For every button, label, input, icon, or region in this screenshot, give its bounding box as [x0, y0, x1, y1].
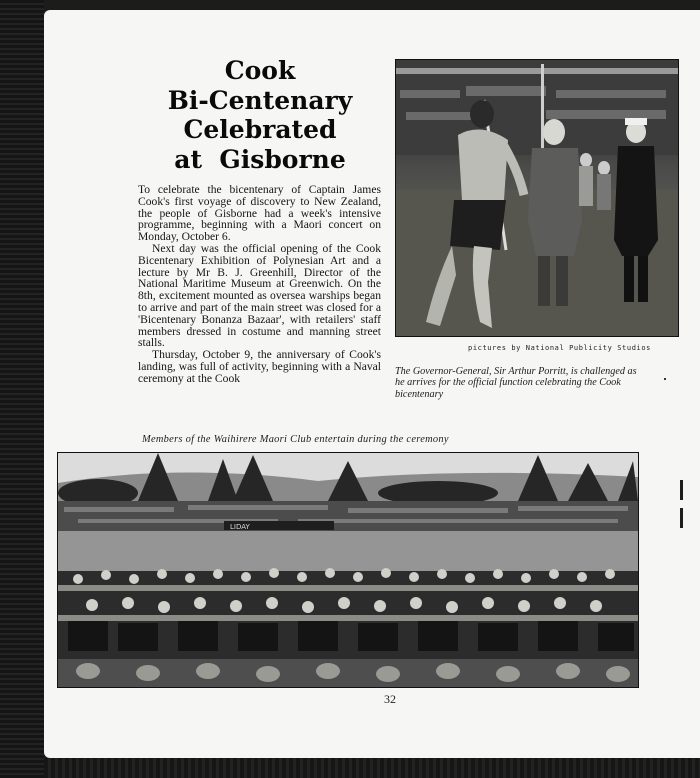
binding-mark: [680, 480, 683, 500]
title-line-3: Celebrated: [183, 115, 337, 144]
page-number: 32: [384, 692, 396, 706]
stadium-sign: LIDAY: [230, 523, 250, 531]
title-line-4: at Gisborne: [174, 144, 346, 174]
title-line-2: Bi-Centenary: [167, 85, 353, 115]
challenge-photo-caption: The Governor-General, Sir Arthur Porritt, is challenged as he arrives for the official function celebrating the Cook bicentenary: [395, 366, 637, 400]
paragraph-1: To celebrate the bicentenary of Captain James Cook's first voyage of discovery to New Zealand, the people of Gisborne had a week's intensive programme, beginning with a Maori concert on Monday, October 6.: [138, 183, 381, 244]
scan-left-edge: [0, 0, 44, 778]
challenge-photo-illustration: [396, 60, 678, 336]
paragraph-2: Next day was the official opening of the Cook Bicentenary Exhibition of Polynesian Art and a lecture by Mr B. J. Greenhill, Director of the National Maritime Museum at Greenwich. On the 8th, excitement mounted as oversea warships began to arrive and part of the main street was closed for a 'Bicentenary Bonanza Bazaar', with retailers' staff members dressed in costume and manning street stalls.: [138, 241, 381, 350]
scan-bottom-edge: [44, 758, 700, 778]
maori-club-performance-photo: [57, 452, 639, 688]
binding-mark: [680, 508, 683, 528]
article-body: [138, 184, 381, 385]
title-line-1: Cook: [224, 56, 296, 85]
haka-photo-caption: Members of the Waihirere Maori Club entertain during the ceremony: [142, 434, 449, 445]
photo-credit: pictures by National Publicity Studios: [468, 344, 651, 352]
paragraph-3: Thursday, October 9, the anniversary of Cook's landing, was full of activity, beginning with a Naval ceremony at the Cook: [138, 348, 381, 385]
performance-photo-illustration: [58, 453, 638, 687]
article-title: [150, 56, 370, 174]
scan-speck: [664, 378, 666, 380]
governor-general-challenge-photo: [395, 59, 679, 337]
